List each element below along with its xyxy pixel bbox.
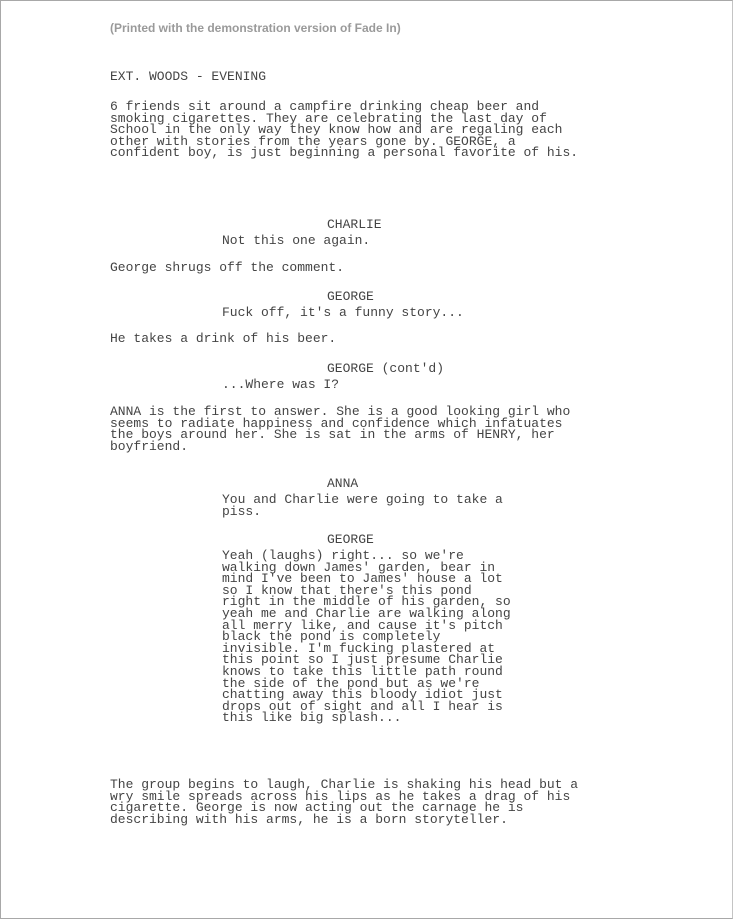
action-line: seems to radiate happiness and confidence which infatuates <box>110 415 563 431</box>
character-cue: CHARLIE <box>327 217 382 232</box>
dialogue-line: yeah me and Charlie are walking along <box>222 606 511 621</box>
dialogue-line: mind I've been to James' house a lot <box>222 571 503 587</box>
dialogue-line: all merry like, and cause it's pitch <box>222 617 503 633</box>
action-line: 6 friends sit around a campfire drinking cheap beer and <box>110 99 540 114</box>
action-line: wry smile spreads across his lips as he takes a drag of his <box>110 788 571 804</box>
dialogue-line: this point so I just presume Charlie <box>222 652 503 668</box>
dialogue-line: Fuck off, it's a funny story... <box>222 305 464 320</box>
action-line: George shrugs off the comment. <box>110 260 345 275</box>
dialogue-line: Yeah (laughs) right... so we're <box>222 548 464 563</box>
action-line: ANNA is the first to answer. She is a good looking girl who <box>110 404 571 419</box>
action-line: He takes a drink of his beer. <box>110 331 337 346</box>
scene-heading: EXT. WOODS - EVENING <box>110 69 267 84</box>
dialogue-line: invisible. I'm fucking plastered at <box>222 640 496 656</box>
dialogue-line: ...Where was I? <box>222 377 340 392</box>
action-line: describing with his arms, he is a born storyteller. <box>110 811 508 827</box>
dialogue-line: so I know that there's this pond <box>222 582 472 598</box>
dialogue-line: walking down James' garden, bear in <box>222 559 496 575</box>
character-cue: ANNA <box>327 476 359 491</box>
action-line: The group begins to laugh, Charlie is shaking his head but a <box>110 777 579 792</box>
dialogue-line: right in the middle of his garden, so <box>222 594 511 610</box>
dialogue-line: piss. <box>222 503 262 519</box>
action-line: confident boy, is just beginning a personal favorite of his. <box>110 145 579 161</box>
demo-watermark: (Printed with the demonstration version of Fade In) <box>110 21 401 35</box>
action-line: boyfriend. <box>110 438 189 454</box>
action-line: other with stories from the years gone by. GEORGE, a <box>110 133 516 149</box>
dialogue-line: black the pond is completely <box>222 629 441 645</box>
dialogue-line: You and Charlie were going to take a <box>222 492 503 507</box>
action-line: cigarette. George is now acting out the carnage he is <box>110 800 524 816</box>
character-cue: GEORGE (cont'd) <box>327 361 445 376</box>
dialogue-line: knows to take this little path round <box>222 664 503 679</box>
dialogue-line: the side of the pond but as we're <box>222 675 480 691</box>
character-cue: GEORGE <box>327 289 374 304</box>
dialogue-line: drops out of sight and all I hear is <box>222 698 503 714</box>
action-line: the boys around her. She is sat in the arms of HENRY, her <box>110 427 555 443</box>
character-cue: GEORGE <box>327 532 374 547</box>
action-line: smoking cigarettes. They are celebrating the last day of <box>110 110 547 126</box>
action-line: School in the only way they know how and are regaling each <box>110 122 563 138</box>
dialogue-line: this like big splash... <box>222 710 402 726</box>
dialogue-line: Not this one again. <box>222 233 371 248</box>
dialogue-line: chatting away this bloody idiot just <box>222 687 503 703</box>
